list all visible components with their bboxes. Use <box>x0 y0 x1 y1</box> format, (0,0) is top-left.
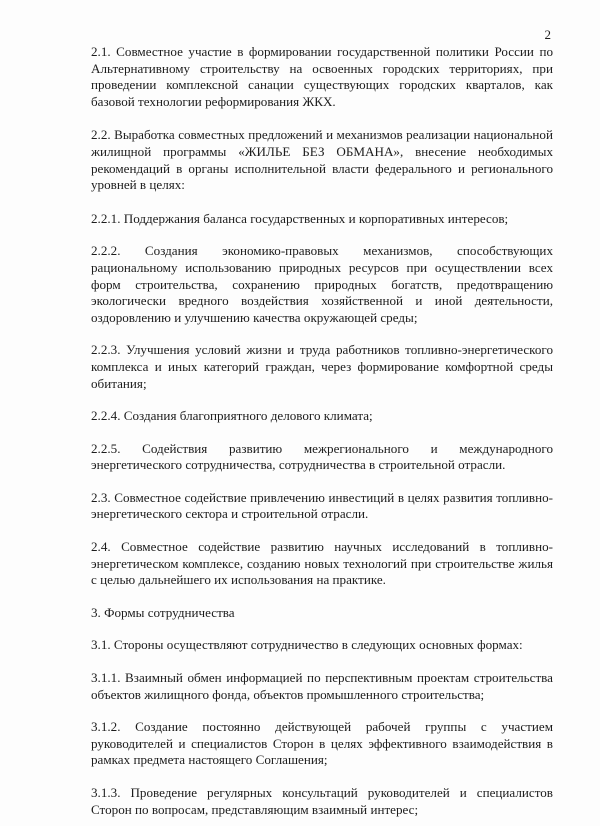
document-body <box>91 44 553 834</box>
paragraph-2-2-2: 2.2.2. Создания экономико-правовых механизмов, способствующих рациональному использованию природных ресурсов при осуществлении всех форм строительства, сохранению природных богатств, предотвращению экологически вредного воздействия хозяйственной и иной деятельности, оздоровлению и улучшению качества окружающей среды; <box>91 243 553 325</box>
paragraph-2-2-3: 2.2.3. Улучшения условий жизни и труда работников топливно-энергетического комплекса и иных категорий граждан, через формирование комфортной среды обитания; <box>91 342 553 391</box>
section-3-heading: 3. Формы сотрудничества <box>91 604 235 620</box>
paragraph-2-1: 2.1. Совместное участие в формировании государственной политики России по Альтернативному строительству на освоенных городских территориях, при проведении комплексной санации существующих городских кварталов, как базовой технологии реформирования ЖКХ. <box>91 44 553 109</box>
paragraph-3-1-3: 3.1.3. Проведение регулярных консультаций руководителей и специалистов Сторон по вопросам, представляющим взаимный интерес; <box>91 785 553 817</box>
page-number: 2 <box>544 27 551 42</box>
paragraph-2-4: 2.4. Совместное содействие развитию научных исследований в топливно-энергетическом комплексе, созданию новых технологий при строительстве жилья с целью дальнейшего их использования на практике. <box>91 539 553 588</box>
paragraph-2-2-4: 2.2.4. Создания благоприятного делового климата; <box>91 408 373 424</box>
paragraph-2-2: 2.2. Выработка совместных предложений и механизмов реализации национальной жилищной программы «ЖИЛЬЕ БЕЗ ОБМАНА», внесение необходимых рекомендаций в органы исполнительной власти федерального и регионального уровней в целях: <box>91 127 553 193</box>
paragraph-2-3: 2.3. Совместное содействие привлечению инвестиций в целях развития топливно-энергетического сектора и строительной отрасли. <box>91 489 553 522</box>
paragraph-3-1-2: 3.1.2. Создание постоянно действующей рабочей группы с участием руководителей и специалистов Сторон в целях эффективного взаимодействия в рамках предмета настоящего Соглашения; <box>91 719 553 768</box>
paragraph-2-2-5: 2.2.5. Содействия развитию межрегионального и международного энергетического сотрудничества, сотрудничества в строительной отрасли. <box>91 440 553 473</box>
paragraph-2-2-1: 2.2.1. Поддержания баланса государственных и корпоративных интересов; <box>91 210 509 226</box>
paragraph-3-1: 3.1. Стороны осуществляют сотрудничество в следующих основных формах: <box>91 637 523 653</box>
paragraph-3-1-1: 3.1.1. Взаимный обмен информацией по перспективным проектам строительства объектов жилищного фонда, объектов промышленного строительства; <box>91 670 553 702</box>
